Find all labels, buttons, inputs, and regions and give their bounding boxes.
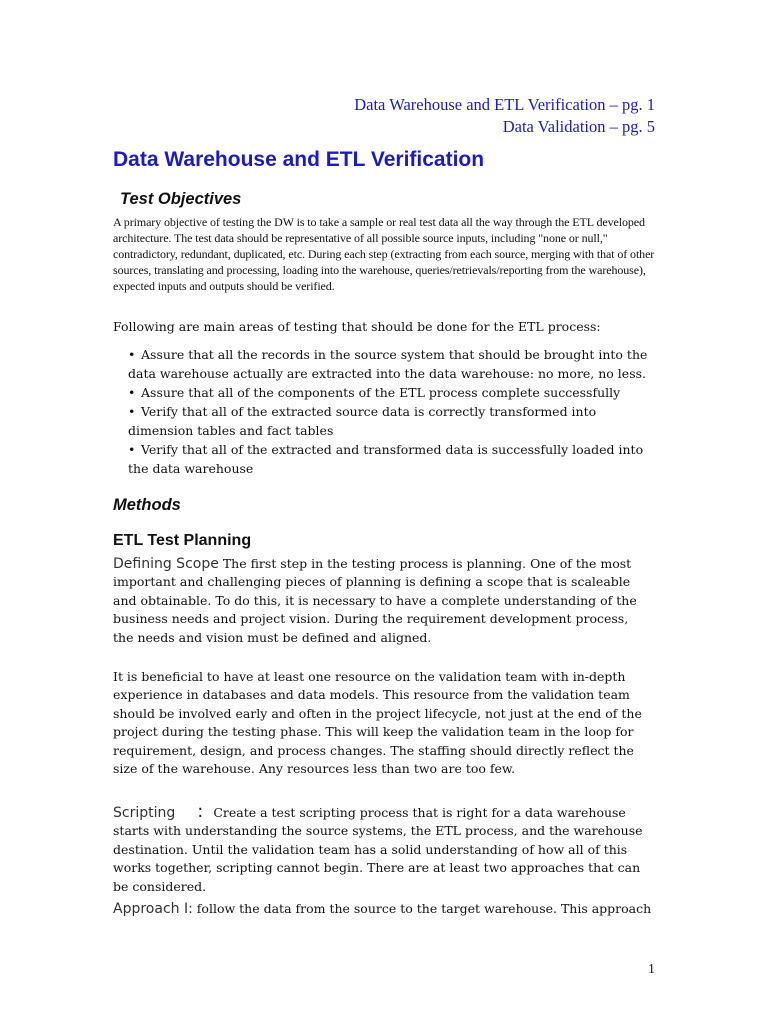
approach-paragraph [113, 900, 652, 918]
test-objectives-paragraph: A primary objective of testing the DW is to take a sample or real test data all the way through the ETL developed architecture. The test data should be representative of all possible source inputs, including "none or null," contradictory, redundant, duplicated, etc. During each step (extracting from each source, merging with that of other sources, translating and processing, loading into the warehouse, queries/retrievals/reporting from the warehouse), expected inputs and outputs should be verified. [113, 215, 655, 293]
list-item: • Assure that all the records in the source system that should be brought into the data warehouse actually are extracted into the data warehouse: no more, no less. [128, 347, 648, 381]
scripting-text: Create a test scripting process that is right for a data warehouse starts with understanding the source systems, the ETL process, and the warehouse destination. Until the validation team has a solid understanding of how all of this works together, scripting cannot begin. There are at least two approaches that can be considered. [113, 805, 643, 894]
approach-label: Approach I: [113, 901, 193, 917]
toc-entry[interactable]: Data Validation – pg. 5 [502, 117, 655, 136]
page-title: Data Warehouse and ETL Verification [113, 148, 485, 171]
scripting-colon: : [197, 801, 204, 822]
bullet-icon: • [128, 385, 136, 400]
etl-testing-list [128, 345, 648, 478]
page-number: 1 [648, 962, 655, 977]
list-item: • Verify that all of the extracted source data is correctly transformed into dimension tables and fact tables [128, 404, 597, 438]
etl-test-planning-heading: ETL Test Planning [113, 532, 252, 549]
scripting-label: Scripting [113, 805, 176, 821]
toc-entry[interactable]: Data Warehouse and ETL Verification – pg. 1 [354, 95, 655, 114]
methods-heading: Methods [113, 496, 181, 514]
bullet-icon: • [128, 347, 136, 362]
list-item: • Verify that all of the extracted and transformed data is successfully loaded into the data warehouse [128, 442, 644, 476]
resource-paragraph: It is beneficial to have at least one resource on the validation team with in-depth experience in databases and data models. This resource from the validation team should be involved early and often in the project lifecycle, not just at the end of the project during the testing phase. This will keep the validation team in the loop for requirement, design, and process changes. The staffing should directly reflect the size of the warehouse. Any resources less than two are too few. [113, 669, 642, 777]
defining-scope-paragraph [113, 555, 643, 647]
bullet-icon: • [128, 404, 136, 419]
defining-scope-text: The first step in the testing process is planning. One of the most important and challenging pieces of planning is defining a scope that is scaleable and obtainable. To do this, it is necessary to have a complete understanding of the business needs and project vision. During the requirement development process, the needs and vision must be defined and aligned. [113, 556, 637, 645]
scripting-paragraph [113, 803, 643, 896]
approach-text: follow the data from the source to the target warehouse. This approach [196, 901, 652, 916]
defining-scope-label: Defining Scope [113, 556, 219, 572]
list-item: • Assure that all of the components of the ETL process complete successfully [128, 385, 621, 400]
bullet-icon: • [128, 442, 136, 457]
test-objectives-heading: Test Objectives [120, 190, 242, 208]
table-of-contents [354, 94, 655, 138]
etl-testing-intro: Following are main areas of testing that should be done for the ETL process: [113, 319, 601, 334]
